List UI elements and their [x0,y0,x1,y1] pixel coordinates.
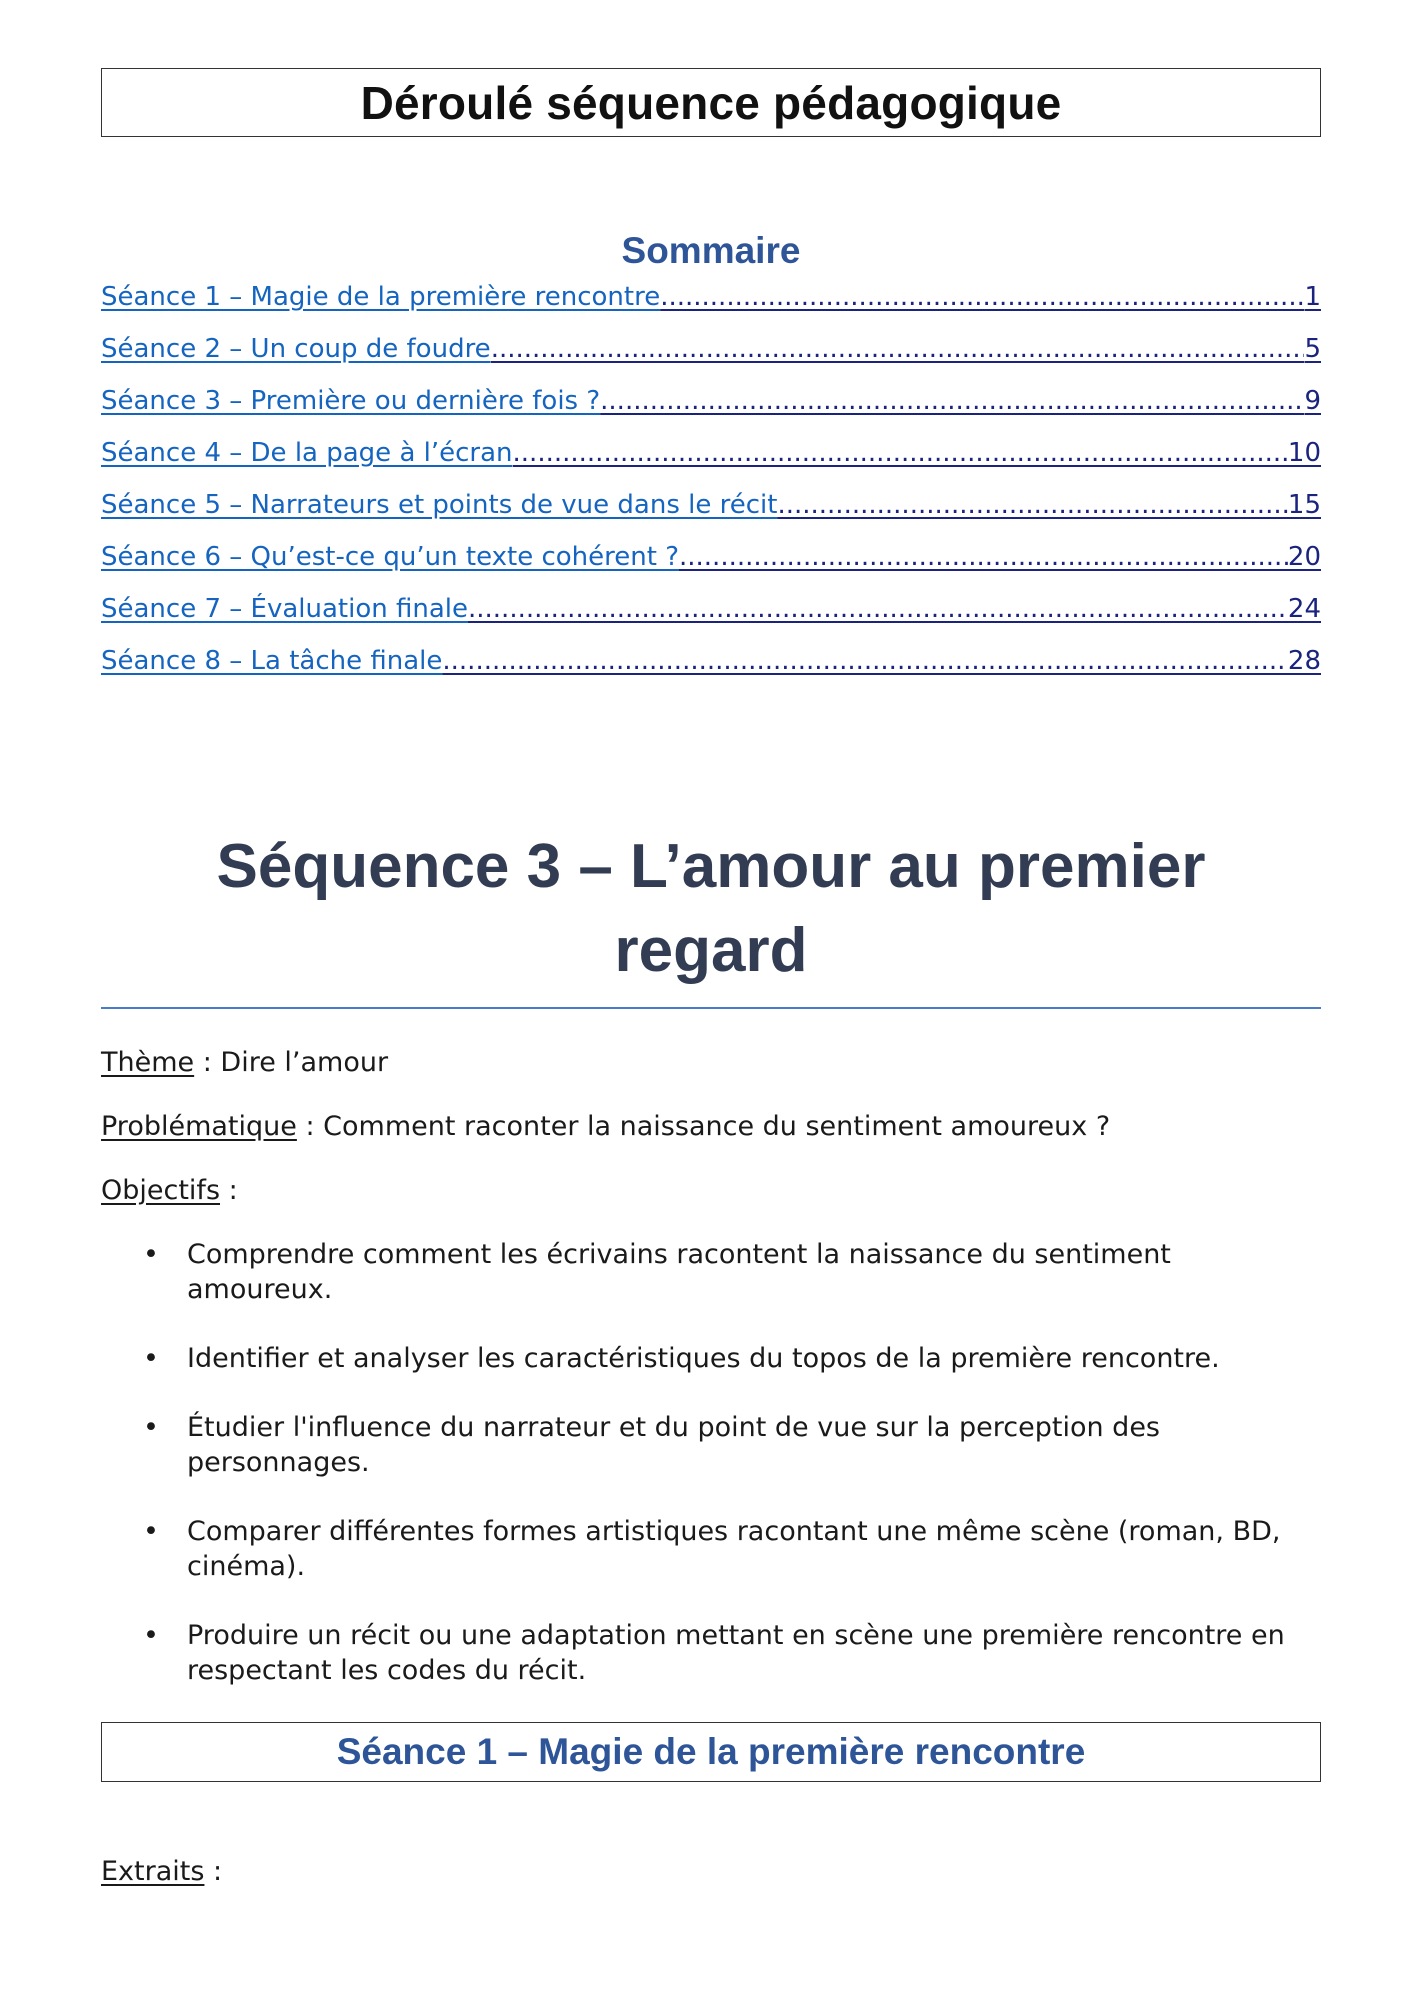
toc-entry-page[interactable]: 15 [1287,490,1321,520]
toc-entry-page[interactable]: 10 [1287,438,1321,468]
problem-label: Problématique [101,1111,297,1142]
toc-entry-8[interactable] [101,641,1321,693]
objectives-suffix: : [220,1175,238,1206]
toc-entry-page[interactable]: 5 [1304,334,1321,364]
table-of-contents [101,277,1321,693]
toc-leader-dots [468,589,1288,629]
toc-entry-page[interactable]: 1 [1304,282,1321,312]
seance-1-title-box [101,1722,1321,1782]
toc-leader-dots [600,381,1304,421]
objectives-label: Objectifs [101,1175,221,1206]
objectives-list [101,1237,1321,1688]
toc-leader-dots [679,537,1288,577]
sequence-title-rule [101,1007,1321,1009]
objective-item: • Étudier l'influence du narrateur et du point de vue sur la perception des personnages. [101,1410,1321,1480]
sequence-title-line-1: Séquence 3 – L’amour au premier [216,832,1206,901]
toc-entry-4[interactable] [101,433,1321,485]
toc-leader-dots [660,277,1304,317]
toc-entry-page[interactable]: 24 [1287,594,1321,624]
objective-item: • Produire un récit ou une adaptation mettant en scène une première rencontre en respectant les codes du récit. [101,1618,1321,1688]
extraits-suffix: : [204,1856,223,1887]
objective-item: • Comparer différentes formes artistiques racontant une même scène (roman, BD, cinéma). [101,1514,1321,1584]
theme-value: : Dire l’amour [194,1047,389,1078]
toc-entry-1[interactable] [101,277,1321,329]
objectives-line [101,1173,1321,1209]
toc-leader-dots [491,329,1305,369]
toc-entry-2[interactable] [101,329,1321,381]
toc-entry-label[interactable]: Séance 1 – Magie de la première rencontre [101,282,661,312]
toc-entry-6[interactable] [101,537,1321,589]
toc-entry-page[interactable]: 20 [1287,542,1321,572]
document-title: Déroulé séquence pédagogique [360,76,1062,129]
toc-entry-label[interactable]: Séance 8 – La tâche finale [101,646,443,676]
theme-line [101,1045,1321,1081]
sequence-title [101,825,1321,993]
sequence-title-line-2: regard [614,916,808,985]
toc-leader-dots [777,485,1287,525]
problem-value: : Comment raconter la naissance du sentiment amoureux ? [296,1111,1111,1142]
document-page [101,68,1321,1890]
extraits-label: Extraits [101,1856,205,1887]
toc-entry-label[interactable]: Séance 2 – Un coup de foudre [101,334,491,364]
theme-label: Thème [101,1047,195,1078]
toc-entry-5[interactable] [101,485,1321,537]
toc-entry-7[interactable] [101,589,1321,641]
objective-item: • Comprendre comment les écrivains racontent la naissance du sentiment amoureux. [101,1237,1321,1307]
document-title-box [101,68,1321,137]
toc-leader-dots [442,641,1288,681]
toc-entry-page[interactable]: 9 [1304,386,1321,416]
seance-1-title: Séance 1 – Magie de la première rencontre [336,1731,1086,1772]
toc-entry-3[interactable] [101,381,1321,433]
toc-entry-label[interactable]: Séance 7 – Évaluation finale [101,594,468,624]
toc-entry-label[interactable]: Séance 3 – Première ou dernière fois ? [101,386,601,416]
toc-heading: Sommaire [621,230,801,271]
toc-entry-label[interactable]: Séance 5 – Narrateurs et points de vue dans le récit [101,490,778,520]
toc-entry-label[interactable]: Séance 4 – De la page à l’écran [101,438,513,468]
objective-item: • Identifier et analyser les caractéristiques du topos de la première rencontre. [101,1341,1321,1376]
toc-entry-page[interactable]: 28 [1287,646,1321,676]
problem-line [101,1109,1321,1145]
extraits-line [101,1854,1321,1890]
toc-leader-dots [513,433,1288,473]
toc-entry-label[interactable]: Séance 6 – Qu’est-ce qu’un texte cohérent ? [101,542,679,572]
